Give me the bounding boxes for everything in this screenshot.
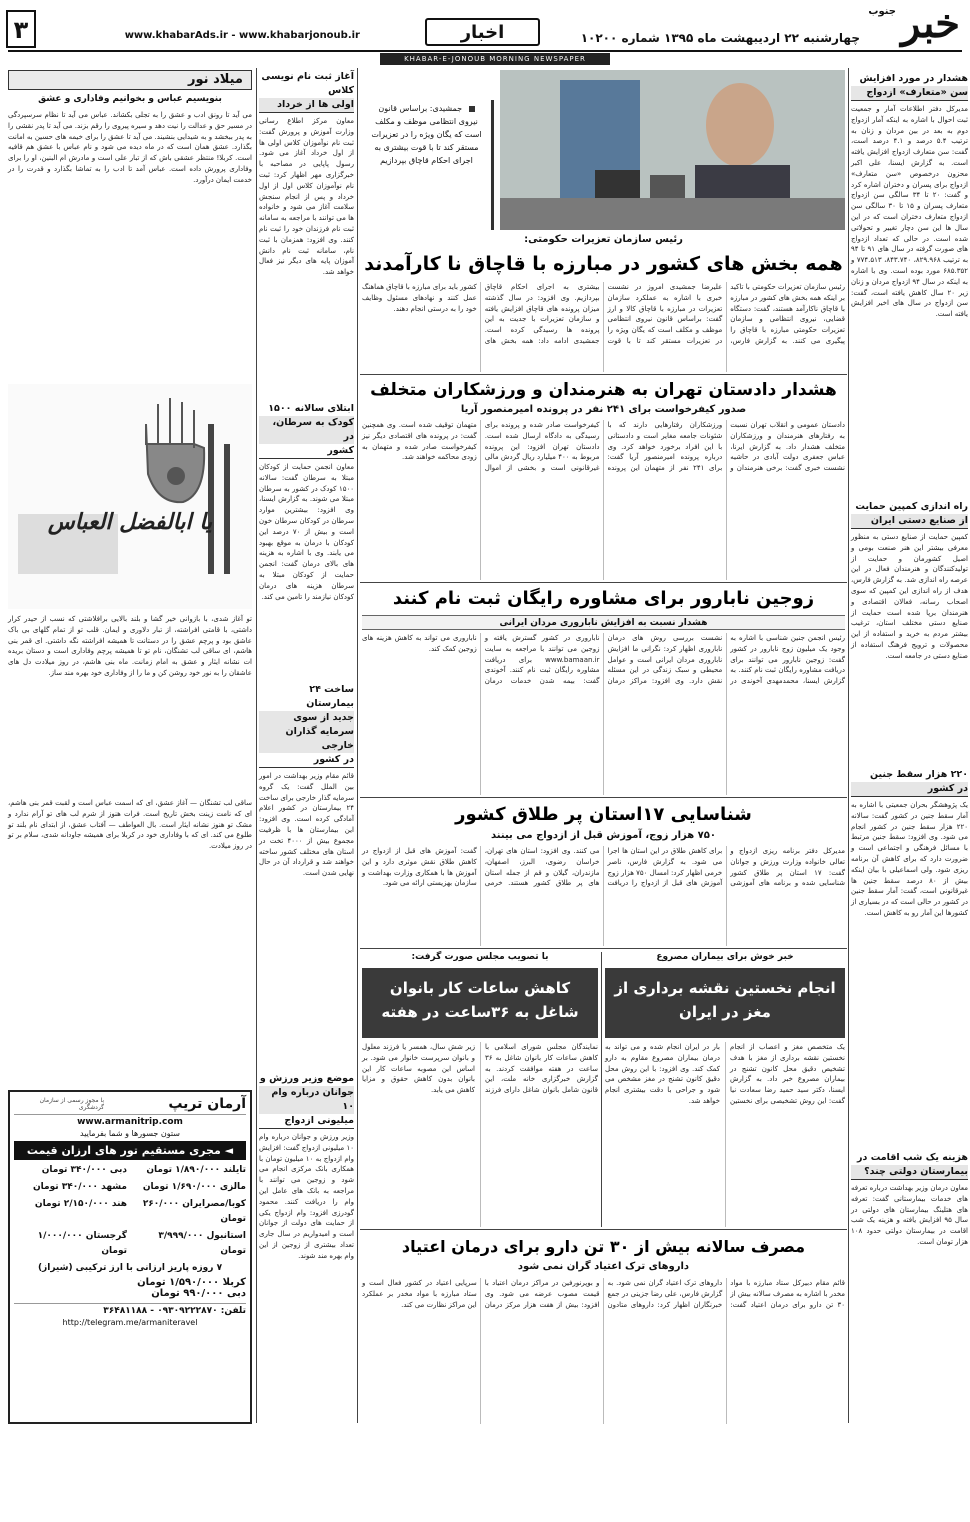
story4-headline: شناسایی ۱۷استان پر طلاق کشور — [455, 804, 752, 825]
bullet-icon — [469, 106, 475, 112]
story5-headline: انجام نخستین نقشه برداری از مغز در ایران — [605, 968, 845, 1038]
left-news-column — [256, 70, 354, 1425]
story3-body: رئیس انجمن جنین شناسی با اشاره به وجود یک میلیون زوج نابارور در کشور گفت: زوجین نابارور می توانند برای دریافت مشاوره رایگان ثبت نام کنند. به گزارش ایسنا، محمدمهدی آخوندی در نشست بررسی روش های درمان ناباروری اظهار کرد: نگرانی ما افزایش ناباروری مردان ایرانی است و عوامل محیطی و سبک زندگی در این مسئله نقش دارد. وی افزود: مراکز درمان ناباروری در کشور گسترش یافته و زوجین می توانند با مراجعه به سایت www.bamaan.ir برای دریافت مشاوره رایگان ثبت نام کنند. آخوندی گفت: بیمه شدن خدمات درمان ناباروری می تواند به کاهش هزینه های زوجین کمک کند. — [359, 634, 845, 686]
masthead-logo — [866, 2, 966, 50]
ad-brand: آرمان تریپ — [168, 1096, 246, 1112]
story5-kicker: خبر خوش برای بیماران مصروع — [656, 952, 794, 962]
ad-headline: ◄ مجری مستقیم تور های ارزان قیمت — [14, 1141, 246, 1160]
right-s4-body: معاون درمان وزیر بهداشت درباره تعرفه های خدمات بیمارستانی گفت: تعرفه های هتلینگ بیمارستان های دولتی در سال ۹۵ افزایش یافته و هزینه یک شب اقامت در بیمارستان دولتی حدود ۱۰۸ هزار تومان است. — [848, 1184, 968, 1246]
story7-body: قائم مقام دبیرکل ستاد مبارزه با مواد مخدر با اشاره به مصرف سالانه بیش از ۳۰ تن دارو برای درمان اعتیاد گفت: داروهای ترک اعتیاد گران نمی شود. به گزارش فارس، علی رضا جزینی در جمع خبرنگاران اظهار کرد: داروهای متادون و بوپرنورفین در مراکز درمان اعتیاد با قیمت مصوب عرضه می شود. وی افزود: بیش از هفت هزار مرکز درمان سرپایی اعتیاد در کشور فعال است و ستاد مبارزه با مواد مخدر بر عملکرد این مراکز نظارت می کند. — [359, 1279, 845, 1309]
lead-kicker: رئیس سازمان تعزیرات حکومتی: — [524, 234, 683, 245]
ad-tagline: ستون جسورها و شما بفرمایید — [80, 1129, 180, 1138]
story4-body: مدیرکل دفتر برنامه ریزی ازدواج و تعالی خانواده وزارت ورزش و جوانان گفت: ۱۷ استان پر طلاق کشور شناسایی شده و برنامه های آموزشی برای کاهش طلاق در این استان ها اجرا می شود. به گزارش فارس، ناصر خرمی اظهار کرد: امسال ۷۵۰ هزار زوج آموزش های قبل از ازدواج را دریافت می کنند. وی افزود: استان های تهران، خراسان رضوی، البرز، اصفهان، مازندران، گیلان و قم از جمله استان های پر طلاق کشور هستند. خرمی گفت: آموزش های قبل از ازدواج در کاهش طلاق نقش موثری دارد و این آموزش ها با همکاری وزارت بهداشت و سازمان بهزیستی ارائه می شود. — [359, 847, 845, 888]
lead-body: رئیس سازمان تعزیرات حکومتی با تاکید بر اینکه همه بخش های کشور در مبارزه با قاچاق ناکارآمد هستند، گفت: دستگاه قضایی، نیروی انتظامی و سازمان تعزیرات حکومتی مبارزه با قاچاق را پیگیری می کنند. به گزارش فارس، علیرضا جمشیدی امروز در نشست خبری با اشاره به عملکرد سازمان تعزیرات در مبارزه با قاچاق کالا و ارز گفت: براساس قانون نیروی انتظامی موظف و مکلف است که یگان ویژه را در تعزیرات مستقر کند تا با قوت بیشتری به اجرای احکام قاچاق بپردازیم. وی افزود: در سال گذشته میزان پرونده های قاچاق افزایش یافته و سازمان تعزیرات با جدیت به این پرونده ها رسیدگی کرده است. جمشیدی ادامه داد: همه بخش های کشور باید برای مبارزه با قاچاق هماهنگ عمل کنند و نهادهای مسئول وظایف خود را به درستی انجام دهند. — [359, 283, 845, 345]
calligraphy-text: یا ابالفضل العباس — [47, 509, 213, 535]
story3-subhead: هشدار نسبت به افزایش ناباروری مردان ایرانی — [362, 615, 845, 630]
arrow-icon: ◄ — [220, 1144, 234, 1157]
header-rule — [8, 50, 962, 52]
ad-item: مالزی ۱/۶۹۰/۰۰۰ تومان — [142, 1182, 246, 1192]
left-s2-body: معاون انجمن حمایت از کودکان مبتلا به سرطان گفت: سالانه ۱۵۰۰ کودک در کشور به سرطان مبتلا می شوند. به گزارش ایسنا، وی افزود: بیشترین موارد سرطان در کودکان سرطان خون است و بیش از ۷۰ درصد این کودکان با درمان به موقع بهبود می یابند. وی با اشاره به هزینه های بالای درمان گفت: انجمن حمایت از کودکان مبتلا به سرطان هزینه های درمان کودکان نیازمند را تامین می کند. — [256, 463, 354, 601]
story6-body: نمایندگان مجلس شورای اسلامی با کاهش ساعات کار بانوان شاغل به ۳۶ ساعت در هفته موافقت کردند. به گزارش خبرگزاری خانه ملت، این قانون شامل بانوان شاغل دارای فرزند زیر شش سال، همسر یا فرزند معلول و بانوان سرپرست خانوار می شود. بر اساس این مصوبه ساعات کار این بانوان بدون کاهش حقوق و مزایا کاهش می یابد. — [359, 1043, 598, 1095]
rule-story4 — [360, 948, 847, 949]
far-left-body1: می آید تا رونق ادب و عشق را به تجلی بکشاند. عباس می آید تا نظام سرسپردگی در مسیر حق و عدالت را نیت دهد و سیره پیروی را رقم بزند. می آید تا پدر نقشی را به پدر ببخشد و به شیدایی بنشیند. می آید تا عشق را برای خیمه های حسین به امانت بگذارد. عشق همان است که در ماه دیده می شود و نام عباس با عشق هم قافیه است. کربلا! منتظر عشقی باش که از تبار علی است و مادرش ام البنین، او را برای وفاداری پرورش داده است. عباس آمد تا ادب را به تماشا بگذارد و قدرت را در خدمت ایمان درآورد. — [5, 111, 252, 184]
ad-item: تایلند ۱/۸۹۰/۰۰۰ تومان — [146, 1165, 246, 1175]
left-s4-title: موضع وزیر ورزش و جوانان درباره وام ۱۰ میلیونی ازدواج — [259, 1072, 354, 1129]
right-s3-body: یک پژوهشگر بحران جمعیتی با اشاره به آمار سقط جنین در کشور گفت: سالانه ۲۲۰ هزار سقط جنین در کشور انجام می شود. وی افزود: سقط جنین مرتبط با مسائل فرهنگی و اجتماعی است و ضرورت دارد که برای کاهش آن برنامه ریزی شود. ولی اسماعیلی با بیان اینکه بیش از ۸۰ درصد سقط جنین ها غیرقانونی است، گفت: آمار سقط جنین در کشور در حالی است که در بسیاری از کشورها این آمار رو به کاهش است. — [848, 801, 968, 917]
left-s3-title: ساخت ۲۴ بیمارستان جدید از سوی سرمایه گذاران خارجی در کشور — [259, 683, 354, 768]
ad-phone[interactable]: تلفن: ۰۹۳۰۹۲۲۲۸۷۰ - ۳۶۴۸۱۱۸۸ — [14, 1303, 246, 1316]
english-bar: KHABAR-E-JONOUB MORNING NEWSPAPER — [380, 53, 610, 65]
left-s1-title: آغاز ثبت نام نویسی کلاس اولی ها از خرداد — [259, 70, 354, 113]
story2-subhead: صدور کیفرخواست برای ۲۴۱ نفر در پرونده امیرمنصور آریا — [460, 404, 747, 415]
hand-icon — [8, 384, 252, 609]
story2-body: دادستان عمومی و انقلاب تهران نسبت به رفتارهای هنرمندان و ورزشکاران متخلف هشدار داد. به گزارش ایرنا، عباس جعفری دولت آبادی در حاشیه نشست خبری گفت: برخی هنرمندان و ورزشکاران رفتارهایی دارند که با شئونات جامعه مغایر است و دادستانی با این افراد برخورد خواهد کرد. وی درباره پرونده امیرمنصور آریا گفت: برای ۲۴۱ نفر از متهمان این پرونده کیفرخواست صادر شده و پرونده برای رسیدگی به دادگاه ارسال شده است. دادستان تهران افزود: این پرونده مربوط به ۴۰۰ میلیارد ریال گردش مالی غیرقانونی است و بخشی از اموال متهمان توقیف شده است. وی همچنین گفت: در پرونده های اقتصادی دیگر نیز کیفرخواست صادر شده و متهمان به زودی محاکمه خواهند شد. — [359, 421, 845, 473]
travel-ad — [8, 1090, 252, 1424]
page-number: ۳ — [6, 10, 36, 48]
rule-story56-bottom — [360, 1229, 847, 1230]
logo-main: خبر — [901, 0, 960, 47]
right-s1-title: هشدار در مورد افزایش سن «متعارف» ازدواج — [851, 72, 968, 101]
story6-headline: کاهش ساعات کار بانوان شاغل به ۳۶ساعت در هفته — [362, 968, 598, 1038]
ad-items — [14, 1163, 246, 1259]
far-left-title — [8, 70, 252, 90]
speaker-figure — [500, 70, 845, 230]
ad-item: کوبا/مصرایران ۲۶۰/۰۰۰ تومان — [142, 1199, 246, 1224]
right-s2-title: راه اندازی کمپین حمایت از صنایع دستی ایران — [851, 500, 968, 529]
ad-item: مشهد ۳۴۰/۰۰۰ تومان — [32, 1182, 127, 1192]
story5-body: یک متخصص مغز و اعصاب از انجام نخستین نقشه برداری از مغز با هدف تشخیص دقیق محل کانون تشنج در بیماران مصروع خبر داد. به گزارش ایسنا، دکتر سید حمید رضا سعادت نیا گفت: این روش تشخیصی برای نخستین بار در ایران انجام شده و می تواند به درمان بیماران مصروع مقاوم به دارو کمک کند. وی افزود: با این روش محل دقیق کانون تشنج در مغز مشخص می شود و جراحی با دقت بیشتری انجام خواهد شد. — [602, 1043, 845, 1105]
right-s2-body: کمپین حمایت از صنایع دستی به منظور معرفی بیشتر این هنر صنعت بومی و اصیل کشورمان و حمایت از تولیدکنندگان و هنرمندان فعال در این عرصه راه اندازی شد. به گزارش فارس، هدف از راه اندازی این کمپین که سوی اصحاب رسانه، فعالان اقتصادی و هنرمندان برپا شده است حمایت از صنایع دستی مختلف استان، ترغیب بیشتر مردم به خرید و استفاده از این محصولات و ترویج فرهنگ استفاده از صنایع دستی در جامعه است. — [848, 533, 968, 660]
ad-karbala: کربلا ۱/۵۹۰/۰۰۰ تومان — [137, 1277, 246, 1288]
ad-item: استانبول ۳/۹۹۹/۰۰۰ تومان — [158, 1231, 246, 1256]
title-text: میلاد نور — [188, 72, 243, 87]
section-title: اخبار — [425, 18, 540, 46]
ad-dubai: دبی ۹۹۰/۰۰۰ تومان — [151, 1288, 246, 1299]
story6-kicker: با تصویب مجلس صورت گرفت: — [411, 952, 549, 962]
lead-box: جمشیدی: براساس قانون نیروی انتظامی موظف و مکلف است که یگان ویژه را در تعزیرات مستقر کند تا با قوت بیشتری به اجرای احکام قاچاق بپردازیم — [362, 100, 494, 230]
far-left-body3: ساقی لب تشنگان — آغاز عشق، ای که اسمت عباس است و لقبت قمر بنی هاشم، ای که نامت زینت بخش تاریخ است. فرات هنوز از شرم لب های تو آرام ندارد و مشک تو هنوز نشانه ایثار است. بال العواطف — آفتاب عشق، از ابتدای نام بلند تو طلوع می کند. ای که با وفاداری خود در کربلا برای همیشه جاودانه شدی، سلام بر تو در روز میلادت. — [5, 799, 252, 851]
ad-brand-en: www.armanitrip.com — [77, 1117, 183, 1127]
rule-story56 — [601, 952, 602, 1227]
rule-story3 — [360, 797, 847, 798]
right-s4-title: هزینه یک شب اقامت در بیمارستان دولتی چند؟ — [851, 1151, 968, 1180]
date-line: چهارشنبه ۲۲ اردیبهشت ماه ۱۳۹۵ شماره ۱۰۲۰۰ — [580, 31, 860, 45]
rule-lead — [360, 374, 847, 375]
left-s2-title: ابتلای سالانه ۱۵۰۰ کودک به سرطان، در کشور — [259, 402, 354, 459]
right-column — [848, 72, 969, 1424]
ad-item: هند ۲/۱۵۰/۰۰۰ تومان — [34, 1199, 127, 1209]
ad-item: دبی ۳۴۰/۰۰۰ تومان — [41, 1165, 127, 1175]
logo-sub: جنوب — [868, 6, 896, 17]
left-s4-body: وزیر ورزش و جوانان درباره وام ۱۰ میلیونی ازدواج گفت: افزایش وام ازدواج به ۱۰ میلیون تومان با همکاری بانک مرکزی انجام می شود و زوجین می توانند با مراجعه به بانک های عامل این وام را دریافت کنند. محمود گودرزی افزود: وام ازدواج یکی از حمایت های دولت از جوانان است و امیدواریم در سال جاری تعداد بیشتری از زوجین از این وام بهره مند شوند. — [256, 1133, 354, 1260]
ad-telegram-link[interactable]: http://telegram.me/armaniteravel — [62, 1318, 198, 1327]
ad-item: گرجستان ۱/۰۰۰/۰۰۰ تومان — [37, 1231, 127, 1256]
left-s1-body: معاون مرکز اطلاع رسانی وزارت آموزش و پرورش گفت: ثبت نام نوآموزان کلاس اولی ها از اول خرداد آغاز می شود. رسول پاپایی در مصاحبه با خبرگزاری مهر اظهار کرد: ثبت نام نوآموزان کلاس اول از اول خرداد و پس از انجام سنجش سلامت آغاز می شود و خانواده ها می توانند با مراجعه به سامانه ثبت نام فرزندان خود را ثبت نام کنند. وی افزود: همزمان با ثبت نام، سامانه ثبت نام دانش آموزان پایه های دیگر نیز فعال خواهد شد. — [256, 117, 354, 277]
story2-headline: هشدار دادستان تهران به هنرمندان و ورزشکاران متخلف — [370, 380, 837, 400]
ad-side-note: با مجوز رسمی از سازمان گردشگری — [39, 1097, 104, 1111]
far-left-body2: تو آغاز شدی، با بازوانی خیر گشا و بلند بالایی برافلاشتی که نسب از حیدر کرار داشتی، با قامتی افراشته، از تبار دلاوری و ایمان. قلب تو از تمام گلهای بی باک عاشق بود و پرچم عشق را در دستانت تا همیشه افراشته نگه داشتی. ای قمر بنی هاشم، ای ساقی لب تشنگان، نام تو تا همیشه پرچم وفاداری است و دستان بریده ات نشانه ایثار و عشق به امام زمانت. ماه بنی هاشم، در روز میلادت دل های عاشقان را به نور خود روشن کن و ما را از وفاداری خود بهره مند ساز. — [5, 615, 252, 677]
left-s3-body: قائم مقام وزیر بهداشت در امور بین الملل گفت: یک گروه سرمایه گذار خارجی برای ساخت ۲۴ بیمارستان در کشور اعلام آمادگی کرده است. وی افزود: این بیمارستان ها با ظرفیت مجموع بیش از ۴۰۰۰ تخت در استان های مختلف کشور ساخته خواهند شد و قرارداد آن در حال نهایی شدن است. — [256, 772, 354, 878]
ad-brand-row — [14, 1096, 246, 1115]
right-s1-body: مدیرکل دفتر اطلاعات آمار و جمعیت ثبت احوال با اشاره به اینکه آمار ازدواج دوم به بعد در بین مردان و زنان به ترتیب ۵.۴ درصد و ۴.۱ درصد است، گفت: سن متعارف ازدواج افزایش یافته است. به گزارش ایسنا، علی اکبر محزون درخصوص «سن متعارف» ازدواج برای پسران و دختران اشاره کرد و گفت: ۲۰ تا ۳۴ سالگی سن ازدواج متعارف پسران و ۱۵ تا ۳۰ سالگی سن ازدواج متعارف دختران است که در این سال ها این سن دچار تغییر و تحولاتی شده است. در حالی که تعداد ازدواج های صورت گرفته در سال های ۹۱ تا ۹۴ به ترتیب ۸۲۹.۹۶۸، ۸۴۳.۷۴۰، ۷۷۴.۵۱۳ و ۶۸۵.۳۵۲ مورد بوده است. وی با اشاره به اینکه در سال ۹۴ ازدواج مردان و زنان زیر ۲۰ سال کاهش یافته است، گفت: سن ازدواج در سال های اخیر افزایش یافته است. — [848, 105, 969, 319]
far-left-subtitle: بنویسیم عباس و بخوانیم وفاداری و عشق — [38, 94, 222, 104]
site-urls: www.khabarAds.ir - www.khabarjonoub.ir — [124, 30, 360, 41]
rule-left-news — [357, 68, 358, 1423]
story7-headline: مصرف سالانه بیش از ۳۰ تن دارو برای درمان اعتیاد — [401, 1237, 806, 1256]
story7-subhead: داروهای ترک اعتیاد گران نمی شود — [517, 1261, 690, 1272]
story3-headline: زوجین نابارور برای مشاوره رایگان ثبت نام کنند — [392, 588, 815, 609]
ad-item-wide: ۷ روزه پاریز ارزانی با ارز ترکیبی (شیراز) — [37, 1263, 223, 1273]
right-s3-title: ۲۲۰ هزار سقط جنین در کشور — [851, 768, 968, 797]
lead-headline: همه بخش های کشور در مبارزه با قاچاق نا کارآمدند — [364, 253, 843, 275]
story4-subhead: ۷۵۰ هزار زوج، آموزش قبل از ازدواج می بینند — [491, 830, 716, 841]
calligraphy-image — [8, 384, 252, 609]
rule-story2 — [360, 582, 847, 583]
lead-photo — [500, 70, 845, 230]
